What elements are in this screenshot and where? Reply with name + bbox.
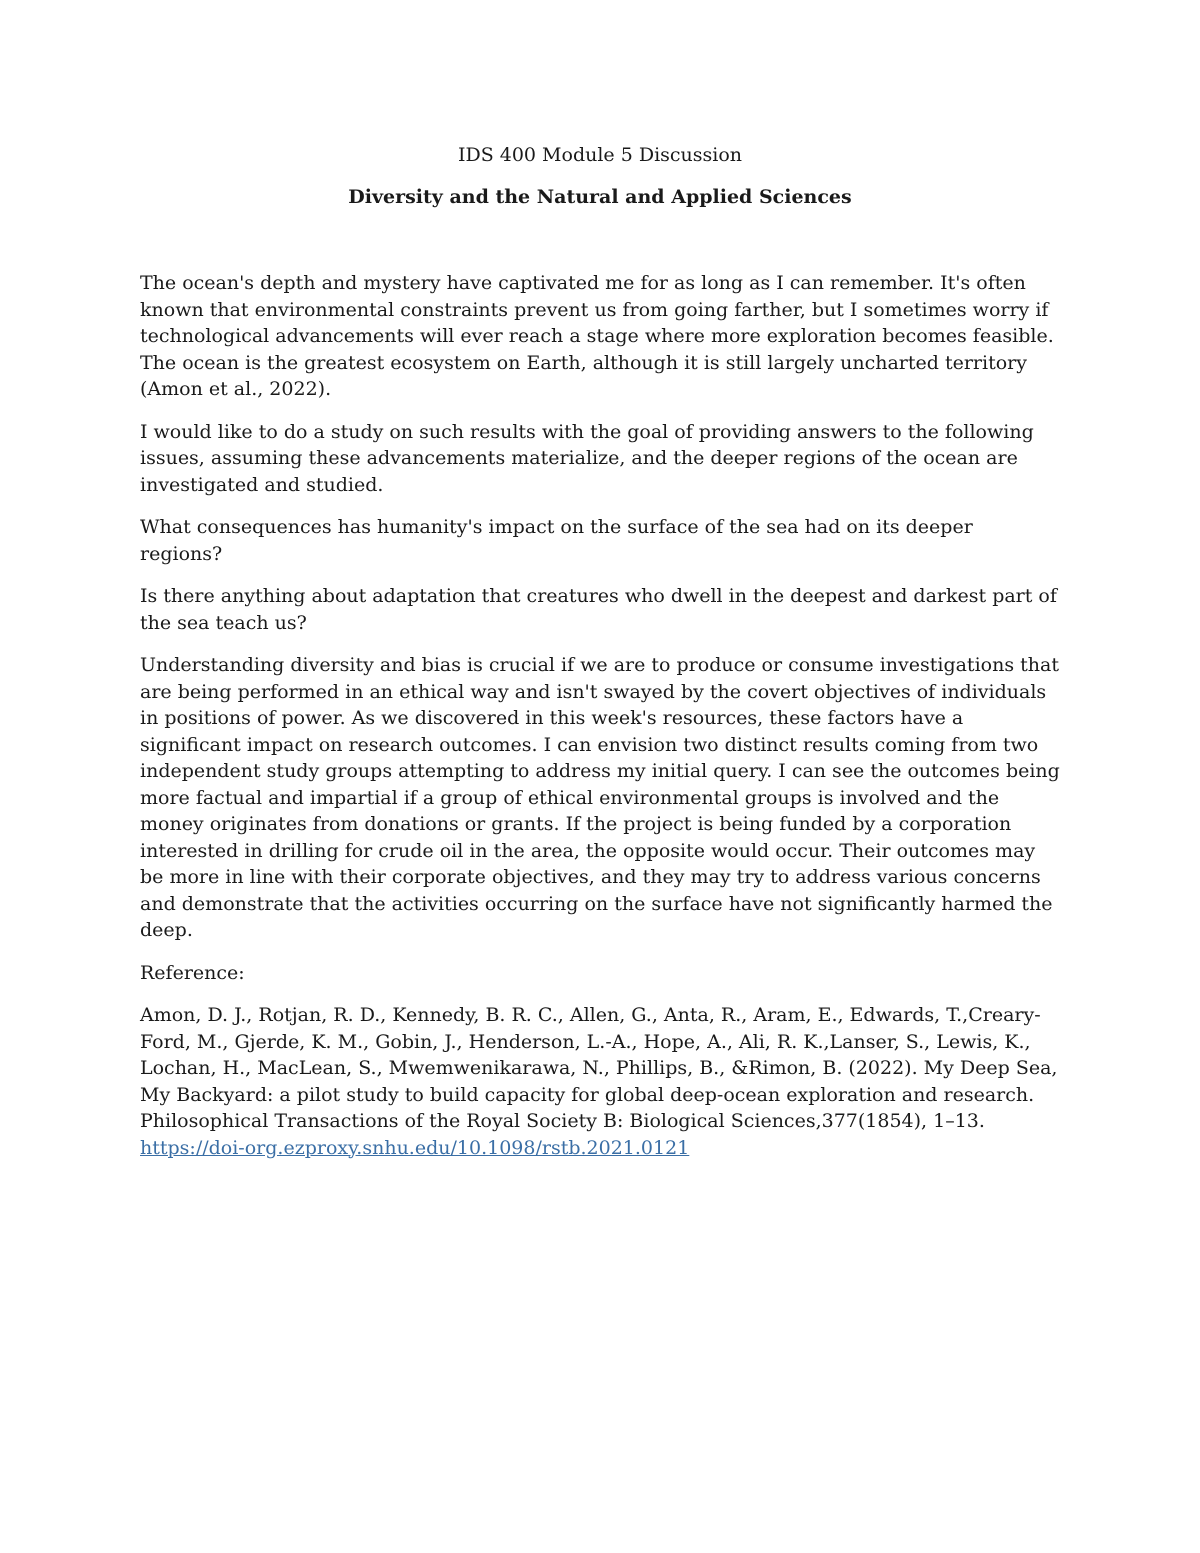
paragraph-2: I would like to do a study on such results with the goal of providing answers to the following issues, assuming these advancements materialize, and the deeper regions of the ocean are investigated and studied. (140, 420, 1034, 496)
reference-text: Amon, D. J., Rotjan, R. D., Kennedy, B. R. C., Allen, G., Anta, R., Aram, E., Edwards, T.,Creary-Ford, M., Gjerde, K. M., Gobin, J., Henderson, L.-A., Hope, A., Ali, R. K.,Lanser, S., Lewis, K., Lochan, H., MacLean, S., Mwemwenikarawa, N., Phillips, B., &Rimon, B. (2022). My Deep Sea, My Backyard: a pilot study to build capacity for global deep-ocean exploration and research. Philosophical Transactions of the Royal Society B: Biological Sciences,377(1854), 1–13. (140, 1004, 1058, 1132)
paragraph-1: The ocean's depth and mystery have captivated me for as long as I can remember. It's often known that environmental constraints prevent us from going farther, but I sometimes worry if technological advancements will ever reach a stage where more exploration becomes feasible. The ocean is the greatest ecosystem on Earth, although it is still largely uncharted territory (Amon et al., 2022). (140, 272, 1054, 400)
document-page (140, 140, 1060, 1177)
document-subtitle: Diversity and the Natural and Applied Sciences (348, 186, 852, 208)
question-2: Is there anything about adaptation that creatures who dwell in the deepest and darkest part of the sea teach us? (140, 585, 1057, 634)
paragraph-5: Understanding diversity and bias is crucial if we are to produce or consume investigations that are being performed in an ethical way and isn't swayed by the covert objectives of individuals in positions of power. As we discovered in this week's resources, these factors have a significant impact on research outcomes. I can envision two distinct results coming from two independent study groups attempting to address my initial query. I can see the outcomes being more factual and impartial if a group of ethical environmental groups is involved and the money originates from donations or grants. If the project is being funded by a corporation interested in drilling for crude oil in the area, the opposite would occur. Their outcomes may be more in line with their corporate objectives, and they may try to address various concerns and demonstrate that the activities occurring on the surface have not significantly harmed the deep. (140, 654, 1060, 941)
reference-heading: Reference: (140, 961, 245, 984)
reference-doi-link[interactable]: https://doi-org.ezproxy.snhu.edu/10.1098/rstb.2021.0121 (140, 1136, 690, 1159)
document-body (140, 270, 1060, 1161)
document-title: IDS 400 Module 5 Discussion (457, 144, 743, 166)
reference-entry (140, 1002, 1060, 1161)
question-1: What consequences has humanity's impact on the surface of the sea had on its deeper regions? (140, 516, 973, 565)
